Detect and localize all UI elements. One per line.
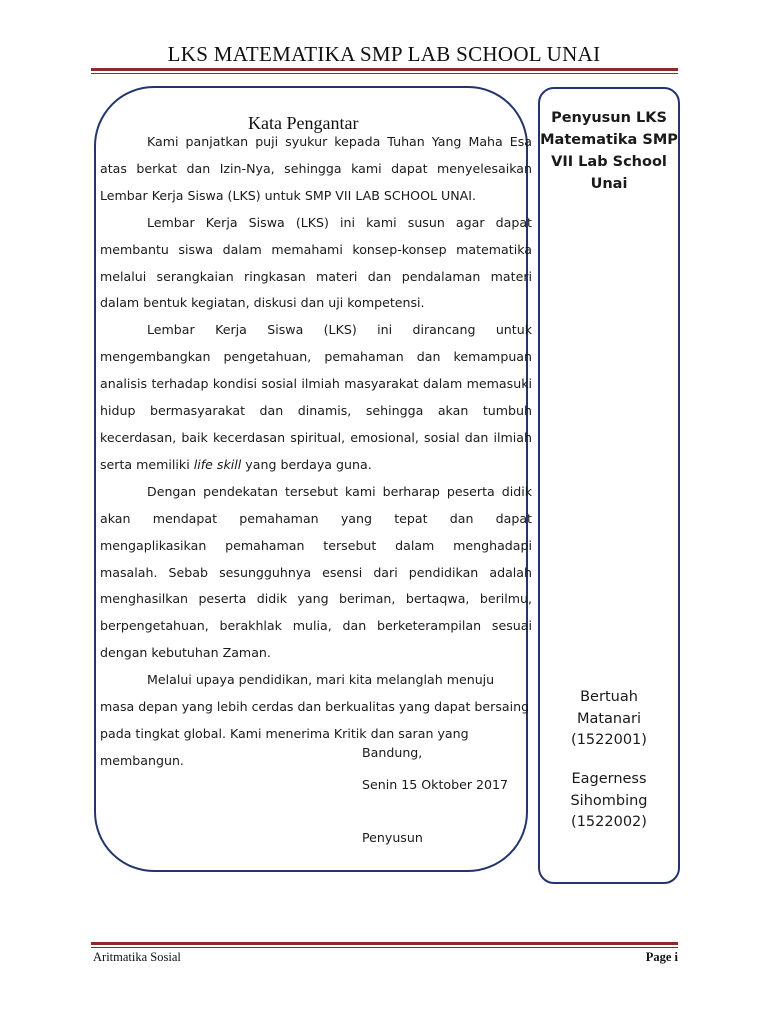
author-2 <box>538 769 680 834</box>
page-header-title: LKS MATEMATIKA SMP LAB SCHOOL UNAI <box>167 42 601 66</box>
sidebar-panel <box>538 87 680 884</box>
footer-title: Aritmatika Sosial <box>93 950 181 964</box>
header-rule-thick <box>91 68 678 71</box>
author-1-first-name: Bertuah <box>580 689 638 705</box>
page-number: Page i <box>645 950 678 964</box>
sidebar-title: Penyusun LKS Matematika SMP VII Lab School Unai <box>540 110 678 192</box>
paragraph-3-end: yang berdaya guna. <box>245 456 372 472</box>
paragraph-1: Kami panjatkan puji syukur kepada Tuhan Yang Maha Esa atas berkat dan Izin-Nya, sehingga kami dapat menyelesaikan Lembar Kerja Siswa (LKS) untuk SMP VII LAB SCHOOL UNAI. <box>100 134 532 203</box>
author-1 <box>538 687 680 752</box>
signature-role: Penyusun <box>362 830 423 845</box>
paragraph-4: Dengan pendekatan tersebut kami berharap peserta didik akan mendapat pemahaman yang tepat dan dapat mengaplikasikan pemahaman tersebut dalam menghadapi masalah. Sebab sesungguhnya esensi dari pendidikan adalah menghasilkan peserta didik yang beriman, bertaqwa, berilmu, berpengetahuan, berakhlak mulia, dan berketerampilan sesuai dengan kebutuhan Zaman. <box>100 483 532 661</box>
paragraph-3-text: Lembar Kerja Siswa (LKS) ini dirancang untuk mengembangkan pengetahuan, pemahaman dan kemampuan analisis terhadap kondisi sosial ilmiah masyarakat dalam memasuki hidup bermasyarakat dan dinamis, sehingga akan tumbuh kecerdasan, baik kecerdasan spiritual, emosional, sosial dan ilmiah serta memiliki <box>100 322 532 472</box>
author-2-first-name: Eagerness <box>571 771 647 787</box>
header-rule-thin <box>91 73 678 74</box>
signature-date: Senin 15 Oktober 2017 <box>362 777 509 792</box>
author-2-last-name: Sihombing <box>570 792 648 809</box>
section-title: Kata Pengantar <box>248 113 359 133</box>
footer-rule-thick <box>91 942 678 945</box>
paragraph-3 <box>100 317 532 478</box>
signature-city: Bandung, <box>362 745 423 760</box>
author-1-last-name: Matanari <box>576 710 642 727</box>
author-1-id: (1522001) <box>571 732 647 748</box>
footer-rule-thin <box>91 947 678 948</box>
paragraph-5: Melalui upaya pendidikan, mari kita melanglah menuju masa depan yang lebih cerdas dan berkualitas yang dapat bersaing pada tingkat global. Kami menerima Kritik dan saran yang membangun. <box>100 672 530 768</box>
author-2-id: (1522002) <box>571 814 647 830</box>
paragraph-2: Lembar Kerja Siswa (LKS) ini kami susun agar dapat membantu siswa dalam memahami konsep-konsep matematika melalui serangkaian ringkasan materi dan pendalaman materi dalam bentuk kegiatan, diskusi dan uji kompetensi. <box>100 214 532 311</box>
paragraph-3-italic: life skill <box>193 456 242 472</box>
body-text <box>100 129 532 775</box>
